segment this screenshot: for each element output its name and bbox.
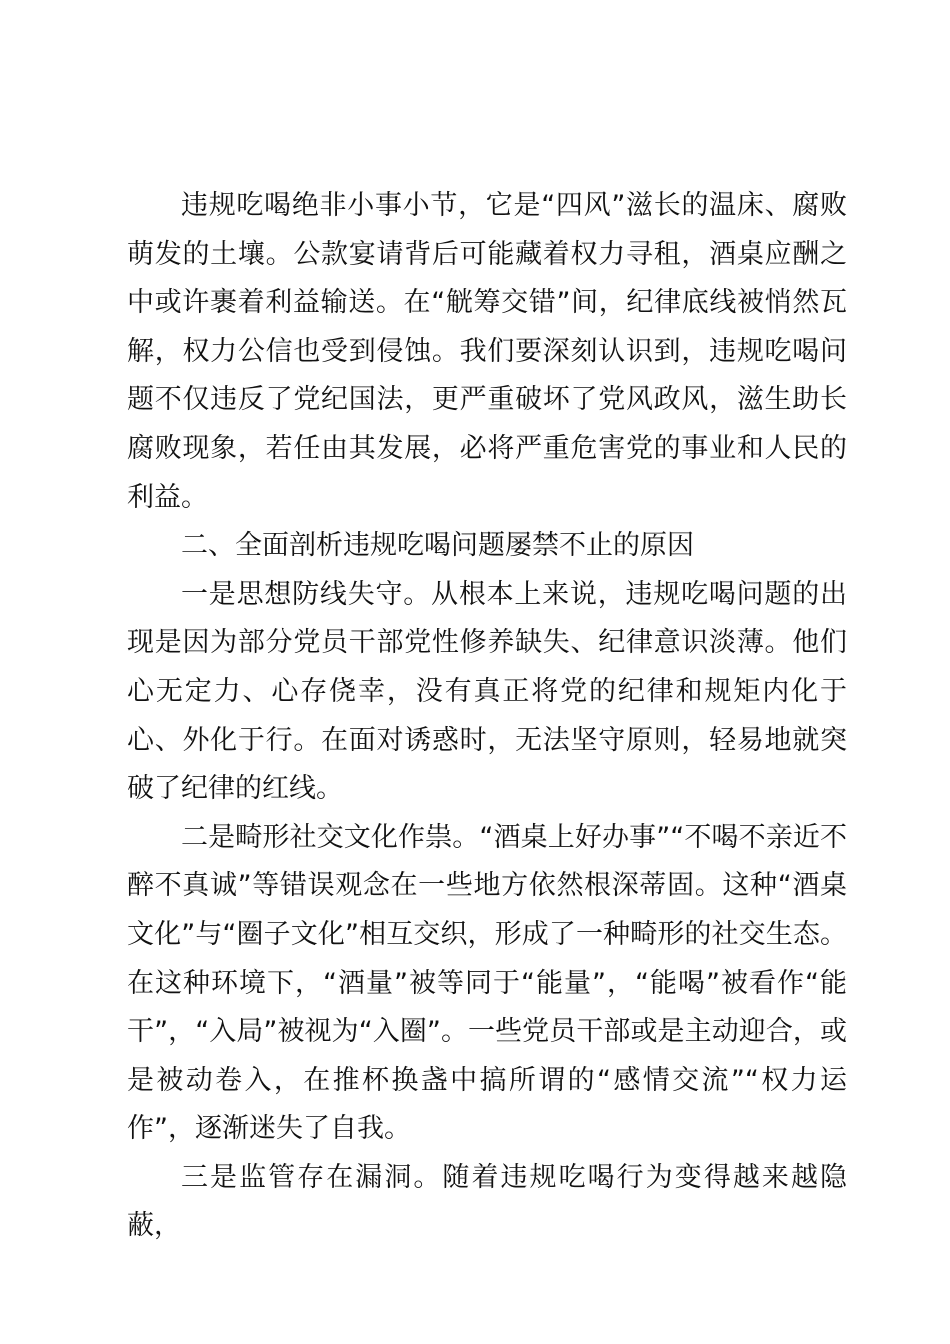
document-body xyxy=(127,182,847,1251)
paragraph-cause-three: 三是监管存在漏洞。随着违规吃喝行为变得越来越隐蔽， xyxy=(127,1161,847,1242)
section-heading-causes: 二、全面剖析违规吃喝问题屡禁不止的原因 xyxy=(181,530,694,562)
paragraph-cause-one: 一是思想防线失守。从根本上来说，违规吃喝问题的出现是因为部分党员干部党性修养缺失、纪律意识淡薄。他们心无定力、心存侥幸，没有真正将党的纪律和规矩内化于心、外化于行。在面对诱惑时，无法坚守原则，轻易地就突破了纪律的红线。 xyxy=(127,578,847,805)
paragraph-cause-two: 二是畸形社交文化作祟。“酒桌上好办事”“不喝不亲近不醉不真诚”等错误观念在一些地方依然根深蒂固。这种“酒桌文化”与“圈子文化”相互交织，形成了一种畸形的社交生态。在这种环境下，“酒量”被等同于“能量”，“能喝”被看作“能干”，“入局”被视为“入圈”。一些党员干部或是主动迎合，或是被动卷入，在推杯换盏中搞所谓的“感情交流”“权力运作”，逐渐迷失了自我。 xyxy=(127,821,847,1145)
paragraph-harm-of-improper-dining: 违规吃喝绝非小事小节，它是“四风”滋长的温床、腐败萌发的土壤。公款宴请背后可能藏着权力寻租，酒桌应酬之中或许裹着利益输送。在“觥筹交错”间，纪律底线被悄然瓦解，权力公信也受到侵蚀。我们要深刻认识到，违规吃喝问题不仅违反了党纪国法，更严重破坏了党风政风，滋生助长腐败现象，若任由其发展，必将严重危害党的事业和人民的利益。 xyxy=(127,190,847,513)
